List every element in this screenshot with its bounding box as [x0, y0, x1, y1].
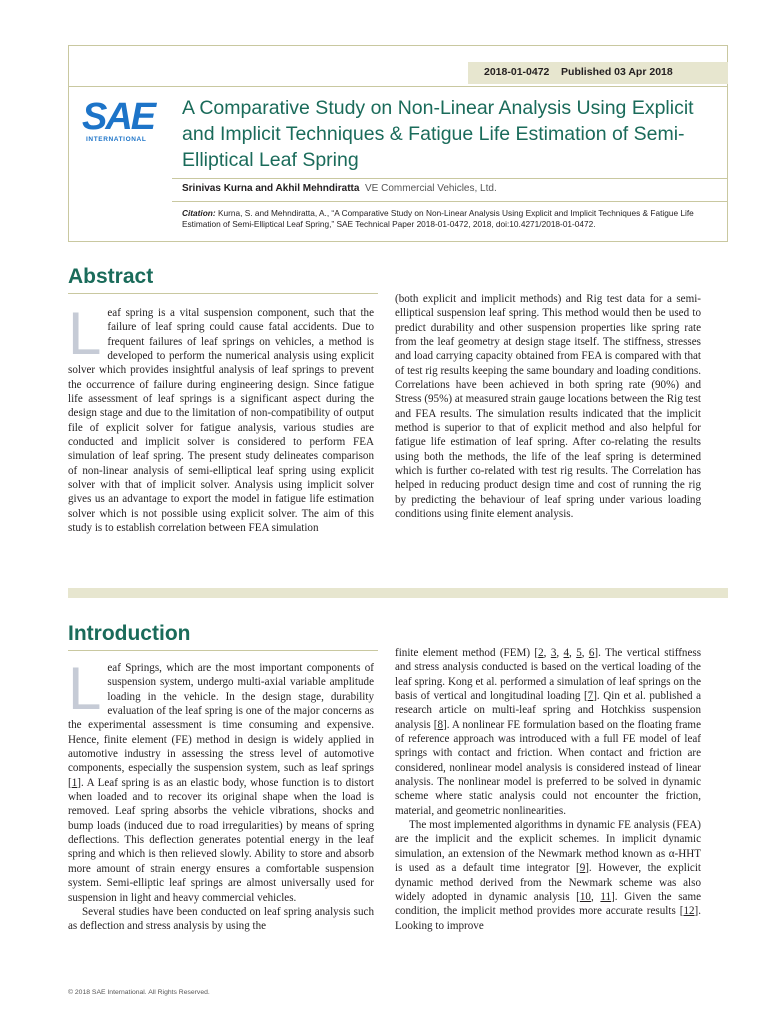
affiliation: VE Commercial Vehicles, Ltd.: [365, 183, 497, 194]
abstract-left-text: eaf spring is a vital suspension component, such that the failure of leaf spring could cause fatal accidents. Due to frequent failures of leaf springs on vehicles, a method is developed to perform the numerical analysis using explicit solver which provides insightful analysis of leaf springs to prevent the occurrence of failure during engineering design. Since fatigue life assessment of leaf springs is a significant aspect during the design stage and due to the limitation of non-compatibility of output file of explicit solver for fatigue analysis, various studies are conducted and implicit solver is considered to perform FEA simulation of leaf spring. The present study delineates comparison of non-linear analysis of semi-elliptical leaf spring using explicit solver with that of implicit solver. Analysis using implicit solver gives us an advantage to export the model in fatigue life estimation solver which is not possible using explicit solver. The aim of this study is to establish correlation between FEA simulation: [68, 307, 374, 535]
intro-text: ]. The vertical stiffness and stress analysis conducted is based on the vertical loading of the leaf spring. Kong et al. performed a simulation of leaf springs on the basis of vertical and longitudinal loading [: [395, 647, 702, 703]
abstract-heading-rule: [68, 293, 378, 294]
abstract-heading: Abstract: [68, 265, 154, 288]
citation-rule: [172, 201, 728, 202]
authors: Srinivas Kurna and Akhil Mehndiratta: [182, 183, 360, 194]
abstract-right-column: [395, 292, 701, 522]
citation-link[interactable]: 11: [600, 890, 612, 903]
citation-link[interactable]: 1: [71, 776, 78, 789]
intro-text: finite element method (FEM) [: [395, 647, 539, 659]
introduction-heading-rule: [68, 650, 378, 651]
citation-link[interactable]: 10: [579, 890, 591, 903]
introduction-left-column: [68, 655, 374, 934]
paper-title: A Comparative Study on Non-Linear Analysis Using Explicit and Implicit Techniques & Fatigue Life Estimation of Semi-Elliptical Leaf Spring: [182, 97, 694, 171]
intro-text: ]. Given the same condition, the implicit method provides more accurate results [: [395, 890, 701, 918]
citation-link[interactable]: 2: [538, 647, 544, 659]
header-rule: [68, 86, 728, 87]
citation-link[interactable]: 3: [550, 647, 557, 659]
intro-text: ]. However, the explicit dynamic method derived from the Newmark scheme was also widely adopted in dynamic analysis [: [395, 862, 701, 903]
intro-text: ]. Qin et al. published a research article on multi-leaf spring and Hotchkiss suspension analysis [: [395, 690, 701, 731]
citation-link[interactable]: 5: [576, 647, 582, 659]
intro-paragraph: Several studies have been conducted on leaf spring analysis such as deflection and stress analysis by using the: [68, 905, 374, 933]
citation-link[interactable]: 6: [588, 647, 595, 659]
copyright-footer: © 2018 SAE International. All Rights Reserved.: [68, 989, 210, 996]
abstract-dropcap: L: [68, 300, 102, 367]
citation-link[interactable]: 8: [437, 718, 444, 731]
section-separator: [68, 588, 728, 598]
introduction-dropcap: L: [68, 655, 102, 722]
publication-info: 2018-01-0472 Published 03 Apr 2018: [484, 66, 673, 78]
intro-text: ]. A nonlinear FE formulation based on the floating frame of reference approach was introduced with a full FE model of leaf springs with contact and friction. When contact and friction are considered, nonlinear model analysis is considered instead of linear analysis. The nonlinear model is preferred to be solved in dynamic scheme where static analysis could not encounter the friction, material, and geometric nonlinearities.: [395, 718, 701, 817]
intro-text: ]. Looking to improve: [395, 905, 701, 932]
introduction-right-column: finite element method (FEM) [2, 3, 4, 5, 6]. The vertical stiffness and stress analysis conducted is based on the vertical loading of the leaf spring. Kong et al. performed a simulation of leaf springs on the basis of vertical and longitudinal loading [7]. Qin et al. published a research article on multi-leaf spring and Hotchkiss suspension analysis [8]. A nonlinear FE formulation based on the floating frame of reference approach was introduced with a full FE model of leaf springs with contact and friction. When contact and friction are considered, nonlinear model analysis is considered instead of linear analysis. The nonlinear model is preferred to be solved in dynamic scheme where static analysis could not encounter the friction, material, and geometric nonlinearities. The most implemented algorithms in dynamic FE analysis (FEA) are the implicit and the explicit schemes. In implicit dynamic simulation, an extension of the Newmark method known as α-HHT is used as a default time integrator [9]. However, the explicit dynamic method derived from the Newmark scheme was also widely adopted in dynamic analysis [10, 11]. Given the same condition, the implicit method provides more accurate results [12]. Looking to improve: [395, 647, 702, 932]
intro-text: eaf Springs, which are the most important components of suspension system, undergo multi-axial variable amplitude loading in the vehicle. In the design stage, durability evaluation of the leaf spring is one of the major concerns as the experimental assessment is time consuming and expensive. Hence, finite element (FE) method in design is widely applied in automotive industry in assessing the stress level of automotive components, especially the suspension system, such as leaf springs [: [68, 662, 374, 789]
intro-text: The most implemented algorithms in dynamic FE analysis (FEA) are the implicit and the explicit schemes. In implicit dynamic simulation, an extension of the Newmark method known as α-HHT is used as a default time integrator [: [395, 819, 701, 875]
citation-label: Citation:: [182, 208, 216, 218]
authors-rule: [172, 178, 728, 179]
intro-text: ]. A Leaf spring is as an elastic body, whose function is to distort when loaded and to recover its original shape when the load is removed. Leaf spring absorbs the vehicle vibrations, shocks and bump loads (induced due to road irregularities) by means of spring deflections. This deflection generates potential energy in the leaf spring and which is then relieved slowly. Ability to store and absorb more amount of strain energy ensures a comfortable suspension system. Semi-elliptic leaf springs are almost universally used for suspension in light and heavy commercial vehicles.: [68, 776, 374, 904]
citation-link[interactable]: 7: [587, 690, 594, 703]
abstract-left-column: [68, 300, 374, 536]
sae-logo: SAE: [82, 96, 155, 138]
citation: [182, 208, 712, 230]
authors-line: [182, 183, 497, 194]
citation-link[interactable]: 4: [563, 647, 570, 659]
citation-text: Kurna, S. and Mehndiratta, A., “A Comparative Study on Non-Linear Analysis Using Explicit and Implicit Techniques & Fatigue Life Estimation of Semi-Elliptical Leaf Spring,” SAE Technical Paper 2018-01-0472, 2018, doi:10.4271/2018-01-0472.: [182, 208, 694, 229]
introduction-heading: Introduction: [68, 622, 191, 645]
abstract-right-text: (both explicit and implicit methods) and Rig test data for a semi-elliptical suspension leaf spring. This method would then be used to predict durability and other suspension properties like spring rate from the leaf geometry at design stage itself. The stiffness, stresses and load carrying capacity obtained from FEA is compared with that of test rig results keeping the same boundary and loading conditions. Correlations have been achieved in both spring rate (90%) and Stress (95%) at measured strain gauge locations between the Rig test and FEA results. The simulation results indicated that the implicit method is superior to that of explicit method and also helpful for fatigue life estimation of leaf spring. After co-relating the results using both the methods, the life of the leaf spring is determined which is further co-related with test rig results. The Correlation has helped in reducing product design time and cost of running the rig by predicting the behaviour of leaf spring under various loading conditions using finite element analysis.: [395, 293, 701, 521]
citation-link[interactable]: 12: [683, 905, 695, 918]
citation-link[interactable]: 9: [579, 862, 586, 875]
sae-logo-subtitle: INTERNATIONAL: [86, 136, 147, 143]
